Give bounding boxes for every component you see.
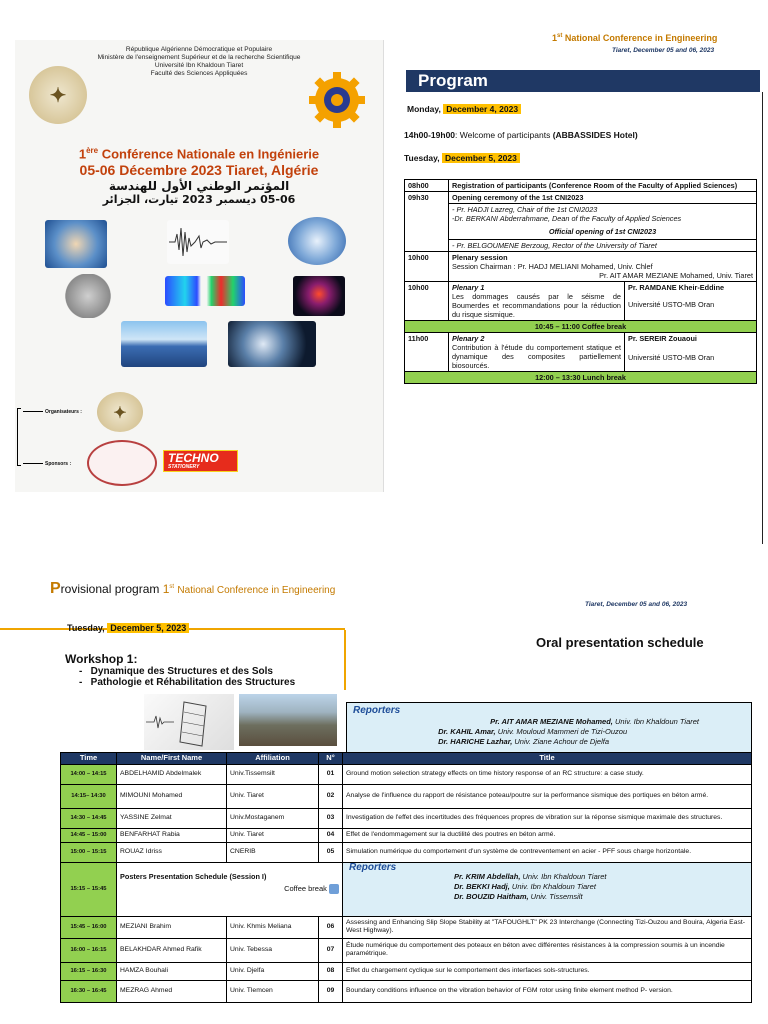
- sponsors-label: Sponsors :: [45, 461, 72, 467]
- conference-number-sup: st: [557, 33, 563, 39]
- lunch-break-row: [405, 372, 757, 384]
- row-name: MEZRAG Ahmed: [117, 980, 227, 1002]
- posters-row: [61, 862, 752, 916]
- plenary-2-speaker: Pr. SEREIR Zouaoui: [628, 334, 697, 343]
- prov-rest: rovisional program: [60, 582, 163, 596]
- program-heading-rule: [762, 92, 763, 544]
- table-row: [61, 764, 752, 784]
- gears-image: [58, 274, 118, 318]
- reporters-list-1: [438, 717, 699, 747]
- opening-title: Opening ceremony of the 1st CNI2023: [449, 192, 756, 204]
- program-row: [405, 333, 757, 372]
- ministry-line-3: Université Ibn Khaldoun Tiaret: [154, 62, 244, 69]
- tuesday-date: December 5, 2023: [442, 153, 520, 163]
- coffee-break-text: Coffee break: [284, 883, 327, 893]
- program-time: 09h30: [405, 192, 449, 252]
- plenary-1-title: Plenary 1: [452, 283, 485, 292]
- row-time: 14:45 – 15:00: [61, 828, 117, 842]
- plenary-session-title: Plenary session: [452, 253, 508, 262]
- program-heading: Program: [406, 70, 760, 92]
- program-text: [449, 333, 625, 372]
- table-row: [61, 808, 752, 828]
- coffee-cup-icon: [329, 884, 339, 894]
- header-time: Time: [61, 753, 117, 765]
- row-number: 08: [319, 962, 343, 980]
- workshop-item-2-text: Pathologie et Réhabilitation des Structures: [90, 677, 296, 688]
- table-row: [61, 784, 752, 808]
- session-chairman-2: Pr. AIT AMAR MEZIANE Mohamed, Univ. Tiaret: [599, 271, 753, 280]
- cover-title-number: 1: [78, 146, 87, 162]
- program-table: [404, 179, 757, 384]
- coffee-break-row: [405, 321, 757, 333]
- cover-title-line-1: [15, 146, 383, 161]
- pipes-image: [288, 217, 346, 265]
- row-affiliation: Univ.Tissemsilt: [227, 764, 319, 784]
- posters-title: Posters Presentation Schedule (Session I): [120, 871, 267, 881]
- row-title: Assessing and Enhancing Slip Slope Stability at "TAFOUGHLT" PK 23 Interchange (Connecting Tizi-Ouzou and Bouira, Algeria East-West Highway).: [343, 916, 752, 938]
- reporter-3: [438, 737, 699, 747]
- reporter-name: Dr. BEKKI Hadj,: [454, 882, 510, 891]
- top-place-dates: Tiaret, December 05 and 06, 2023: [612, 47, 715, 54]
- row-name: ABDELHAMID Abdelmalek: [117, 764, 227, 784]
- workshop-item-1-text: Dynamique des Structures et des Sols: [90, 666, 273, 677]
- row-time: 14:00 – 14:15: [61, 764, 117, 784]
- opening-line-1: - Pr. HADJI Lazreg, Chair of the 1st CNI2023: [452, 205, 598, 214]
- row-time: 16:15 – 16:30: [61, 962, 117, 980]
- plenary-1-univ: Université USTO-MB Oran: [628, 300, 715, 309]
- techno-sub-text: STATIONERY: [168, 464, 200, 470]
- row-number: 05: [319, 842, 343, 862]
- row-title: Boundary conditions influence on the vibration behavior of FGM rotor using finite element method P- version.: [343, 980, 752, 1002]
- monday-line: [407, 104, 521, 114]
- ministry-line-1: République Algérienne Démocratique et Populaire: [125, 46, 273, 53]
- bottom-tuesday-label: Tuesday,: [67, 623, 105, 633]
- prov-big-letter: P: [50, 580, 61, 597]
- reporter-4: [454, 872, 745, 882]
- cover-arabic-line-2: 05-06 ديسمبر 2023 تيارت، الجزائر: [102, 193, 296, 206]
- program-row: [405, 192, 757, 252]
- coffee-break-line: [120, 884, 339, 894]
- row-time: 15:45 – 16:00: [61, 916, 117, 938]
- program-time: 10h00: [405, 252, 449, 282]
- row-title: Analyse de l'influence du rapport de résistance poteau/poutre sur la performance sismique des portiques en béton armé.: [343, 784, 752, 808]
- reporter-affil: Univ. Tissemsilt: [528, 892, 583, 901]
- row-affiliation: Univ. Tiaret: [227, 828, 319, 842]
- cover-title-number-sup: ère: [86, 146, 99, 155]
- reporter-affil: Univ. Ziane Achour de Djelfa: [512, 737, 610, 746]
- bottom-place-dates: Tiaret, December 05 and 06, 2023: [585, 601, 688, 608]
- reporter-affil: Univ. Ibn Khaldoun Tiaret: [520, 872, 607, 881]
- reporter-2: [438, 727, 699, 737]
- welcome-place: (ABBASSIDES Hotel): [552, 130, 638, 140]
- row-title: Simulation numérique du comportement d'un système de contreventement en acier - PFF sous charge horizontale.: [343, 842, 752, 862]
- program-time: 08h00: [405, 180, 449, 192]
- program-text: [449, 282, 625, 321]
- program-text: [449, 192, 757, 252]
- robot-body-image: [293, 276, 345, 316]
- schedule-table: [60, 752, 752, 1003]
- waveform-image: [167, 220, 229, 264]
- organizers-label: Organisateurs :: [45, 409, 82, 415]
- plenary-1-speaker: Pr. RAMDANE Kheir-Eddine: [628, 283, 725, 292]
- workshop-block: [65, 652, 295, 688]
- reporter-name: Pr. AIT AMAR MEZIANE Mohamed,: [490, 717, 613, 726]
- monday-label: Monday,: [407, 104, 441, 114]
- monday-date: December 4, 2023: [443, 104, 521, 114]
- row-time: 16:30 – 16:45: [61, 980, 117, 1002]
- row-affiliation: Univ. Tiaret: [227, 784, 319, 808]
- reporter-affil: Univ. Mouloud Mammeri de Tizi-Ouzou: [495, 727, 628, 736]
- workshop-item-1: - Dynamique des Structures et des Sols: [79, 666, 273, 677]
- session-chairman: Session Chairman : Pr. HADJ MELIANI Mohamed, Univ. Chlef: [452, 262, 653, 271]
- top-conference-title: [552, 33, 717, 43]
- row-affiliation: Univ. Tlemcen: [227, 980, 319, 1002]
- orange-rule-vertical: [344, 630, 346, 690]
- program-time: 10h00: [405, 282, 449, 321]
- lunch-break: 12:00 – 13:30 Lunch break: [405, 372, 757, 384]
- workshop-item-2: - Pathologie et Réhabilitation des Structures: [79, 677, 296, 688]
- prov-number-sup: st: [169, 584, 175, 590]
- row-time: 14:15– 14:30: [61, 784, 117, 808]
- table-row: [61, 938, 752, 962]
- row-number: 04: [319, 828, 343, 842]
- building-sketch-image: [144, 694, 234, 750]
- tuesday-line: [404, 153, 520, 163]
- row-title: Investigation de l'effet des incertitudes des fréquences propres de vibration sur la réponse sismique maximale des structures.: [343, 808, 752, 828]
- program-text: [449, 252, 757, 282]
- landslide-image: [239, 694, 337, 746]
- plenary-2-univ: Université USTO-MB Oran: [628, 353, 715, 362]
- sponsor-techno-logo: [163, 450, 238, 472]
- opening-line-3: - Pr. BELGOUMENE Berzoug, Rector of the University of Tiaret: [449, 239, 756, 251]
- reporters-list-2: [454, 872, 745, 902]
- program-row: [405, 180, 757, 192]
- row-name: ROUAZ Idriss: [117, 842, 227, 862]
- reporter-name: Dr. KAHIL Amar,: [438, 727, 496, 736]
- program-text: Registration of participants (Conference Room of the Faculty of Applied Sciences): [449, 180, 757, 192]
- row-name: YASSINE Zelmat: [117, 808, 227, 828]
- reporters-label-2: Reporters: [349, 861, 397, 873]
- row-affiliation: CNERIB: [227, 842, 319, 862]
- welcome-time: 14h00-19h00: [404, 130, 456, 140]
- opening-line-2: -Dr. BERKANI Abderrahmane, Dean of the Faculty of Applied Sciences: [452, 214, 682, 223]
- table-row: [61, 842, 752, 862]
- row-title: Effet du chargement cyclique sur le comportement des interfaces sols-structures.: [343, 962, 752, 980]
- row-number: 01: [319, 764, 343, 784]
- row-affiliation: Univ. Djelfa: [227, 962, 319, 980]
- table-row: [61, 828, 752, 842]
- table-row: [61, 962, 752, 980]
- bottom-tuesday-line: [67, 623, 189, 633]
- conference-title-text: National Conference in Engineering: [564, 33, 718, 43]
- ministry-line-2: Ministère de l'enseignement Supérieur et de la recherche Scientifique: [97, 54, 301, 61]
- row-number: 07: [319, 938, 343, 962]
- program-time: 11h00: [405, 333, 449, 372]
- row-affiliation: Univ. Khmis Meliana: [227, 916, 319, 938]
- reporters-label-1: Reporters: [353, 705, 401, 716]
- plenary-2-title: Plenary 2: [452, 334, 485, 343]
- table-row: [61, 916, 752, 938]
- header-title: Title: [343, 753, 752, 765]
- reporter-name: Dr. BOUZID Haitham,: [454, 892, 529, 901]
- welcome-line: [404, 130, 638, 140]
- header-affiliation: Affiliation: [227, 753, 319, 765]
- reporter-1: [490, 717, 699, 727]
- row-title: Effet de l'endommagement sur la ductilité des poutres en béton armé.: [343, 828, 752, 842]
- prov-number: 1: [162, 582, 170, 596]
- posters-cell: [117, 862, 343, 916]
- row-title: Ground motion selection strategy effects on time history response of an RC structure: a case study.: [343, 764, 752, 784]
- reporters-box-1: [346, 702, 752, 752]
- header-number: N°: [319, 753, 343, 765]
- cover-arabic-line-1: المؤتمر الوطني الأول للهندسة: [108, 179, 290, 193]
- row-number: 03: [319, 808, 343, 828]
- sponsor-seal-logo: [87, 440, 157, 486]
- cover-panel: [15, 40, 384, 492]
- row-name: HAMZA Bouhali: [117, 962, 227, 980]
- row-affiliation: Univ.Mostaganem: [227, 808, 319, 828]
- ministry-line-4: Faculté des Sciences Appliquées: [150, 70, 248, 77]
- row-name: MEZIANI Brahim: [117, 916, 227, 938]
- row-number: 02: [319, 784, 343, 808]
- ai-head-image: [228, 321, 316, 367]
- row-title: Étude numérique du comportement des poteaux en béton avec différentes résistances à la compression soumis à un incendie paramétrique.: [343, 938, 752, 962]
- fem-simulation-image: [165, 276, 245, 306]
- coffee-break: 10:45 – 11:00 Coffee break: [405, 321, 757, 333]
- row-number: 06: [319, 916, 343, 938]
- program-row: [405, 282, 757, 321]
- tuesday-label: Tuesday,: [404, 153, 440, 163]
- reporter-6: [454, 892, 745, 902]
- prov-conf: National Conference in Engineering: [177, 585, 336, 596]
- workshop-title: Workshop 1:: [65, 652, 138, 666]
- reporter-5: [454, 882, 745, 892]
- plenary-2-text: Contribution à l'étude du comportement statique et dynamique des composites partiellement biosourcés.: [452, 343, 621, 370]
- row-number: 09: [319, 980, 343, 1002]
- schedule-header-row: [61, 753, 752, 765]
- university-emblem-logo: ✦: [29, 66, 87, 124]
- techno-text: TECHNO: [168, 451, 219, 465]
- program-row: [405, 252, 757, 282]
- handshake-image: [45, 220, 107, 268]
- table-row: [61, 980, 752, 1002]
- row-time: 15:00 – 15:15: [61, 842, 117, 862]
- row-affiliation: Univ. Tebessa: [227, 938, 319, 962]
- organizers-arrow: [23, 411, 43, 412]
- program-speaker: [625, 333, 757, 372]
- organizer-emblem-logo: ✦: [97, 392, 143, 432]
- reporters-box-2: [343, 862, 752, 916]
- reporter-affil: Univ. Ibn Khaldoun Tiaret: [509, 882, 596, 891]
- organizers-bracket: [17, 408, 21, 466]
- gear-logo-icon: [307, 70, 367, 130]
- program-speaker: [625, 282, 757, 321]
- row-name: BELAKHDAR Ahmed Rafik: [117, 938, 227, 962]
- cover-title-line-2: 05-06 Décembre 2023 Tiaret, Algérie: [79, 162, 319, 178]
- sponsors-arrow: [23, 463, 43, 464]
- row-time: 14:30 – 14:45: [61, 808, 117, 828]
- row-time: 16:00 – 16:15: [61, 938, 117, 962]
- posters-time: 15:15 – 15:45: [61, 862, 117, 916]
- solar-wind-image: [121, 321, 207, 367]
- reporter-name: Pr. KRIM Abdellah,: [454, 872, 521, 881]
- reporter-name: Dr. HARICHE Lazhar,: [438, 737, 513, 746]
- welcome-text: : Welcome of participants: [455, 130, 553, 140]
- header-name: Name/First Name: [117, 753, 227, 765]
- cover-title-text: Conférence Nationale en Ingénierie: [101, 146, 320, 162]
- row-name: BENFARHAT Rabia: [117, 828, 227, 842]
- plenary-1-text: Les dommages causés par le séisme de Boumerdes et recommandations pour la réduction du risque sismique.: [452, 292, 621, 319]
- bottom-tuesday-date: December 5, 2023: [107, 623, 189, 633]
- row-name: MIMOUNI Mohamed: [117, 784, 227, 808]
- official-opening: Official opening of 1st CNI2023: [548, 227, 657, 236]
- oral-presentation-title: Oral presentation schedule: [536, 635, 704, 650]
- provisional-program-title: [50, 580, 335, 598]
- reporter-affil: Univ. Ibn Khaldoun Tiaret: [612, 717, 699, 726]
- conference-number: 1: [552, 33, 558, 43]
